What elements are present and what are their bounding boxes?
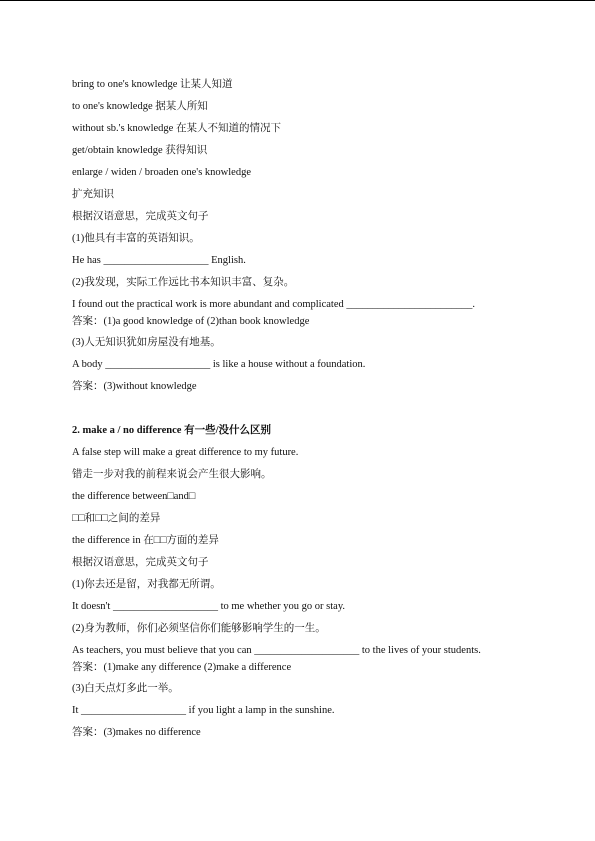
top-rule xyxy=(0,0,595,1)
exercise-b1-prompt: (1)你去还是留，对我都无所谓。 xyxy=(72,579,221,590)
phrase-to-ones-knowledge: to one's knowledge 据某人所知 xyxy=(72,101,208,112)
exercise-instruction: 根据汉语意思，完成英文句子 xyxy=(72,211,209,222)
exercise-b2-sentence: As teachers, you must believe that you can ____________________ to the lives of your students. xyxy=(72,645,481,656)
exercise-3-prompt: (3)人无知识犹如房屋没有地基。 xyxy=(72,337,221,348)
section-heading-make-difference: 2. make a / no difference 有一些/没什么区别 xyxy=(72,425,271,436)
exercise-b3-sentence: It ____________________ if you light a lamp in the sunshine. xyxy=(72,705,335,716)
exercise-b2-prompt: (2)身为教师，你们必须坚信你们能够影响学生的一生。 xyxy=(72,623,326,634)
exercise-2-prompt: (2)我发现，实际工作远比书本知识丰富、复杂。 xyxy=(72,277,295,288)
answer-b3: 答案：(3)makes no difference xyxy=(72,727,201,738)
phrase-difference-in: the difference in 在□□方面的差异 xyxy=(72,535,219,546)
exercise-2-sentence: I found out the practical work is more abundant and complicated ________________________. xyxy=(72,299,475,310)
exercise-instruction-2: 根据汉语意思，完成英文句子 xyxy=(72,557,209,568)
phrase-difference-between-meaning: □□和□□之间的差异 xyxy=(72,513,161,524)
exercise-3-sentence: A body ____________________ is like a house without a foundation. xyxy=(72,359,366,370)
phrase-get-obtain-knowledge: get/obtain knowledge 获得知识 xyxy=(72,145,208,156)
phrase-bring-to-knowledge: bring to one's knowledge 让某人知道 xyxy=(72,79,233,90)
example-sentence: A false step will make a great difference to my future. xyxy=(72,447,299,458)
exercise-1-sentence: He has ____________________ English. xyxy=(72,255,246,266)
phrase-enlarge-knowledge: enlarge / widen / broaden one's knowledge xyxy=(72,167,251,178)
example-translation: 错走一步对我的前程来说会产生很大影响。 xyxy=(72,469,272,480)
answer-b1-b2: 答案：(1)make any difference (2)make a difference xyxy=(72,662,292,673)
phrase-without-knowledge: without sb.'s knowledge 在某人不知道的情况下 xyxy=(72,123,281,134)
exercise-b3-prompt: (3)白天点灯多此一举。 xyxy=(72,683,179,694)
answer-1-2: 答案：(1)a good knowledge of (2)than book knowledge xyxy=(72,316,310,327)
exercise-1-prompt: (1)他具有丰富的英语知识。 xyxy=(72,233,200,244)
phrase-enlarge-meaning: 扩充知识 xyxy=(72,189,114,200)
phrase-difference-between: the difference between□and□ xyxy=(72,491,196,502)
answer-3: 答案：(3)without knowledge xyxy=(72,381,197,392)
exercise-b1-sentence: It doesn't ____________________ to me whether you go or stay. xyxy=(72,601,346,612)
